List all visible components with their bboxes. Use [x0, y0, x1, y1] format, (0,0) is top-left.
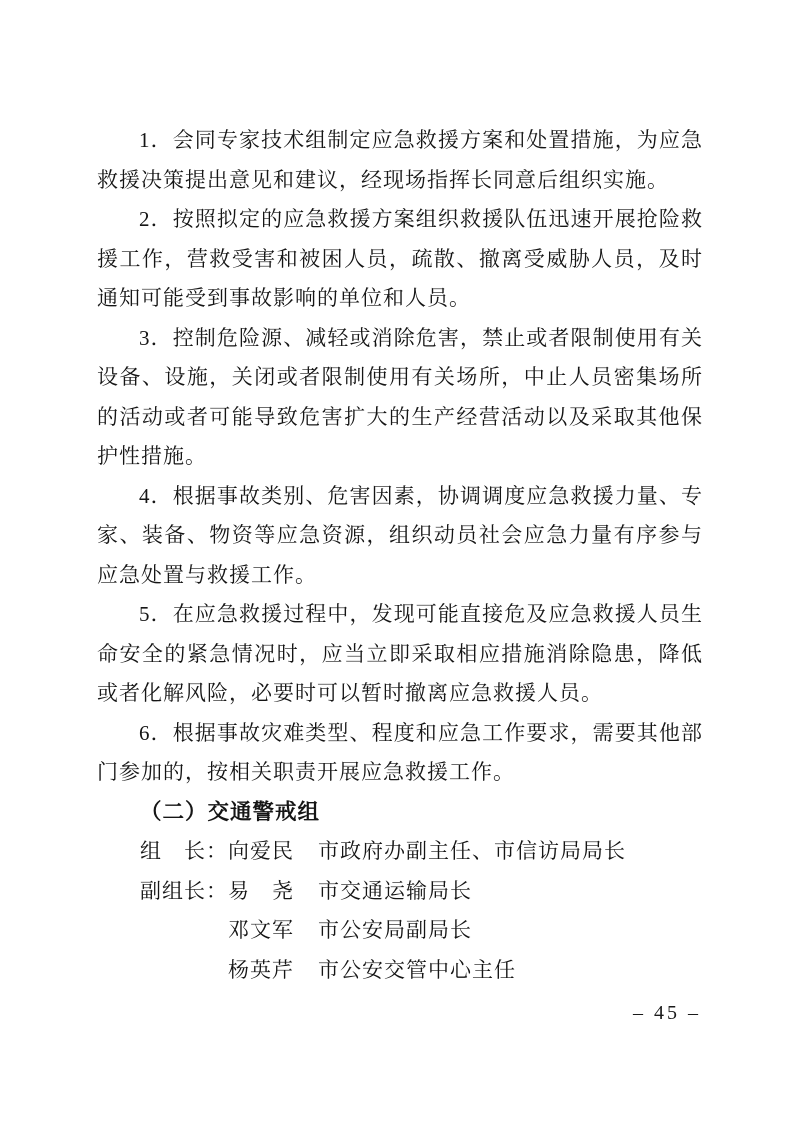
person-title: 市公安交管中心主任	[318, 957, 516, 982]
person-name: 向爱民	[228, 839, 294, 863]
person-name: 邓文军	[228, 918, 294, 942]
roster-row-deputy-3	[140, 951, 703, 991]
person-name: 杨英芹	[228, 957, 294, 982]
roster-row-deputy-1	[140, 872, 703, 912]
role-label: 组 长：	[140, 839, 228, 863]
roster-list	[140, 832, 703, 990]
person-title: 市公安局副局长	[318, 918, 472, 942]
person-name: 易 尧	[228, 878, 294, 903]
roster-row-deputy-2	[140, 911, 703, 951]
roster-row-leader	[140, 832, 703, 872]
document-body	[97, 121, 703, 990]
role-label	[140, 911, 228, 951]
duty-paragraph-4: 4．根据事故类别、危害因素，协调调度应急救援力量、专家、装备、物资等应急资源，组织动员社会应急力量有序参与应急处置与救援工作。	[97, 483, 703, 587]
duty-paragraph-1: 1．会同专家技术组制定应急救援方案和处置措施，为应急救援决策提出意见和建议，经现场指挥长同意后组织实施。	[97, 128, 703, 192]
role-label: 副组长：	[140, 878, 228, 903]
duty-paragraph-6: 6．根据事故灾难类型、程度和应急工作要求，需要其他部门参加的，按相关职责开展应急救援工作。	[97, 720, 703, 784]
section-heading-traffic-control-group: （二）交通警戒组	[140, 799, 321, 824]
person-title: 市交通运输局长	[318, 878, 472, 903]
role-label	[140, 951, 228, 991]
page-number: – 45 –	[633, 1002, 701, 1024]
person-title: 市政府办副主任、市信访局局长	[318, 839, 626, 863]
duty-paragraph-5: 5．在应急救援过程中，发现可能直接危及应急救援人员生命安全的紧急情况时，应当立即采取相应措施消除隐患，降低或者化解风险，必要时可以暂时撤离应急救援人员。	[97, 602, 703, 705]
duty-paragraph-3: 3．控制危险源、减轻或消除危害，禁止或者限制使用有关设备、设施，关闭或者限制使用有关场所，中止人员密集场所的活动或者可能导致危害扩大的生产经营活动以及采取其他保护性措施。	[97, 325, 703, 468]
duty-paragraph-2: 2．按照拟定的应急救援方案组织救援队伍迅速开展抢险救援工作，营救受害和被困人员，疏散、撤离受威胁人员，及时通知可能受到事故影响的单位和人员。	[97, 207, 703, 310]
